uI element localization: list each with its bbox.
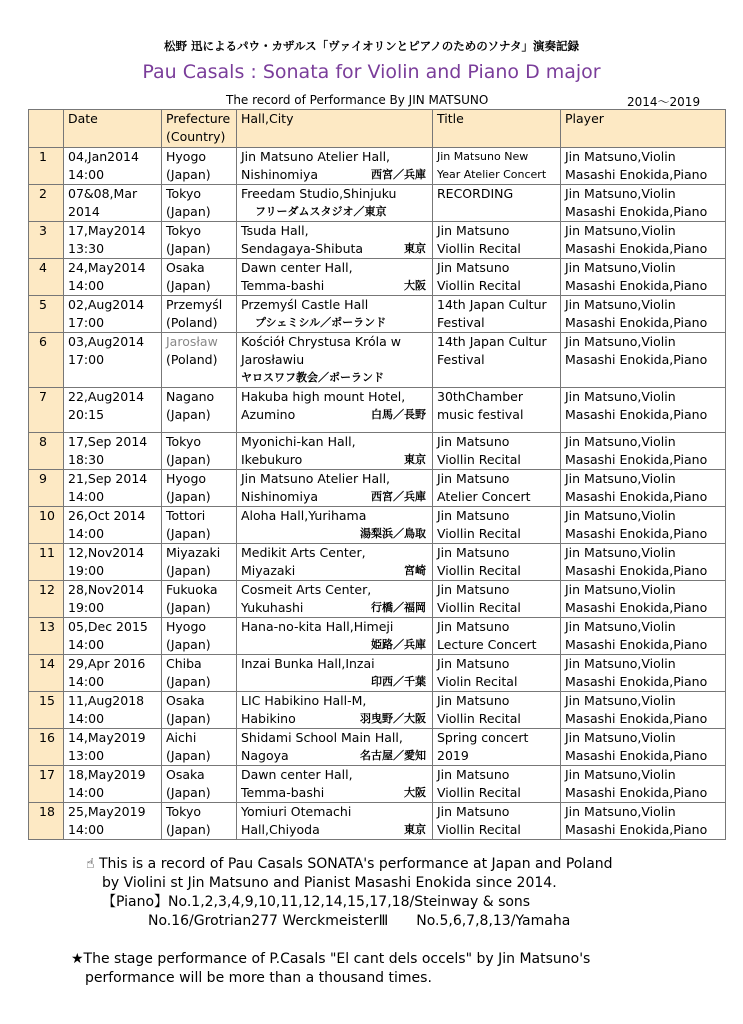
hall-japanese-name: プシェミシル／ポーランド xyxy=(255,316,387,329)
hall-japanese-name: 名古屋／愛知 xyxy=(360,749,426,762)
table-row xyxy=(29,433,726,470)
row-number: 14 xyxy=(29,655,64,692)
hall-japanese-name: 印西／千葉 xyxy=(371,675,426,688)
table-row xyxy=(29,333,726,388)
cell-date: 25,May2019 14:00 xyxy=(64,803,162,840)
table-row xyxy=(29,507,726,544)
cell-prefecture: Osaka (Japan) xyxy=(162,259,237,296)
cell-title: Jin Matsuno Viollin Recital xyxy=(433,507,561,544)
cell-date: 02,Aug2014 17:00 xyxy=(64,296,162,333)
cell-hall: Tsuda Hall, Sendagaya-Shibuta 東京 xyxy=(237,222,433,259)
cell-title: Spring concert 2019 xyxy=(433,729,561,766)
cell-title: RECORDING xyxy=(433,185,561,222)
cell-date: 05,Dec 2015 14:00 xyxy=(64,618,162,655)
cell-title: Jin Matsuno Viollin Recital xyxy=(433,259,561,296)
cell-prefecture: Jarosław (Poland) xyxy=(162,333,237,388)
star-note-line-2: performance will be more than a thousand times. xyxy=(85,970,432,986)
table-row xyxy=(29,729,726,766)
table-row xyxy=(29,296,726,333)
row-number: 18 xyxy=(29,803,64,840)
table-row xyxy=(29,185,726,222)
star-note-line-1: ★The stage performance of P.Casals "El cant dels occels" by Jin Matsuno's xyxy=(71,951,591,967)
cell-prefecture: Nagano (Japan) xyxy=(162,388,237,433)
page-title: Pau Casals : Sonata for Violin and Piano D major xyxy=(142,61,601,83)
cell-date: 04,Jan2014 14:00 xyxy=(64,148,162,185)
cell-date: 28,Nov2014 19:00 xyxy=(64,581,162,618)
cell-hall: Myonichi-kan Hall, Ikebukuro 東京 xyxy=(237,433,433,470)
table-row xyxy=(29,692,726,729)
hall-japanese-name: 行橋／福岡 xyxy=(371,601,426,614)
table-header-row xyxy=(29,110,726,148)
cell-hall: Przemyśl Castle Hall プシェミシル／ポーランド xyxy=(237,296,433,333)
cell-hall: Inzai Bunka Hall,Inzai 印西／千葉 xyxy=(237,655,433,692)
cell-hall: Dawn center Hall, Temma-bashi 大阪 xyxy=(237,766,433,803)
cell-hall: Hakuba high mount Hotel, Azumino 白馬／長野 xyxy=(237,388,433,433)
cell-date: 26,Oct 2014 14:00 xyxy=(64,507,162,544)
row-number: 7 xyxy=(29,388,64,433)
cell-player: Jin Matsuno,Violin Masashi Enokida,Piano xyxy=(561,618,726,655)
hall-japanese-name: 白馬／長野 xyxy=(371,408,426,421)
cell-player: Jin Matsuno,Violin Masashi Enokida,Piano xyxy=(561,507,726,544)
table-body xyxy=(29,148,726,840)
cell-prefecture: Hyogo (Japan) xyxy=(162,470,237,507)
subtitle: The record of Performance By JIN MATSUNO xyxy=(226,93,489,107)
note-line-3: 【Piano】No.1,2,3,4,9,10,11,12,14,15,17,18/Steinway & sons xyxy=(102,894,531,910)
hall-japanese-name: 東京 xyxy=(404,453,426,466)
cell-title: Jin Matsuno Viollin Recital xyxy=(433,544,561,581)
cell-hall: Kościół Chrystusa Króla w Jarosławiu ヤロスワフ教会／ポーランド xyxy=(237,333,433,388)
header-player: Player xyxy=(561,110,726,148)
cell-hall: LIC Habikino Hall-M, Habikino 羽曳野／大阪 xyxy=(237,692,433,729)
cell-player: Jin Matsuno,Violin Masashi Enokida,Piano xyxy=(561,729,726,766)
row-number: 17 xyxy=(29,766,64,803)
table-row xyxy=(29,148,726,185)
notes-section xyxy=(86,855,613,931)
row-number: 16 xyxy=(29,729,64,766)
hall-japanese-name: 大阪 xyxy=(404,279,426,292)
pointing-hand-icon: ☝ xyxy=(86,856,95,872)
table-row xyxy=(29,544,726,581)
cell-player: Jin Matsuno,Violin Masashi Enokida,Piano xyxy=(561,259,726,296)
cell-title: Jin Matsuno Atelier Concert xyxy=(433,470,561,507)
cell-prefecture: Tokyo (Japan) xyxy=(162,433,237,470)
cell-date: 24,May2014 14:00 xyxy=(64,259,162,296)
cell-hall: Cosmeit Arts Center, Yukuhashi 行橋／福岡 xyxy=(237,581,433,618)
note-line-2: by Violini st Jin Matsuno and Pianist Masashi Enokida since 2014. xyxy=(102,875,557,891)
hall-japanese-name: 東京 xyxy=(404,823,426,836)
cell-title: Jin Matsuno New Year Atelier Concert xyxy=(433,148,561,185)
header-title: Title xyxy=(433,110,561,148)
table-row xyxy=(29,581,726,618)
row-number: 4 xyxy=(29,259,64,296)
cell-date: 07&08,Mar 2014 xyxy=(64,185,162,222)
row-number: 8 xyxy=(29,433,64,470)
cell-hall: Dawn center Hall, Temma-bashi 大阪 xyxy=(237,259,433,296)
japanese-title: 松野 迅によるパウ・カザルス「ヴァイオリンとピアノのためのソナタ」演奏記録 xyxy=(164,39,579,53)
cell-hall: Aloha Hall,Yurihama 湯梨浜／鳥取 xyxy=(237,507,433,544)
cell-title: Jin Matsuno Viollin Recital xyxy=(433,766,561,803)
cell-title: 30thChamber music festival xyxy=(433,388,561,433)
performance-table xyxy=(28,109,726,840)
hall-japanese-name: 姫路／兵庫 xyxy=(371,638,426,651)
header-prefecture: Prefecture (Country) xyxy=(162,110,237,148)
table-row xyxy=(29,655,726,692)
cell-date: 29,Apr 2016 14:00 xyxy=(64,655,162,692)
table-row xyxy=(29,259,726,296)
cell-prefecture: Hyogo (Japan) xyxy=(162,148,237,185)
cell-prefecture: Tokyo (Japan) xyxy=(162,222,237,259)
cell-date: 17,May2014 13:30 xyxy=(64,222,162,259)
hall-japanese-name: 西宮／兵庫 xyxy=(371,168,426,181)
cell-date: 18,May2019 14:00 xyxy=(64,766,162,803)
cell-hall: Freedam Studio,Shinjuku フリーダムスタジオ／東京 xyxy=(237,185,433,222)
cell-player: Jin Matsuno,Violin Masashi Enokida,Piano xyxy=(561,185,726,222)
cell-hall: Jin Matsuno Atelier Hall, Nishinomiya 西宮／兵庫 xyxy=(237,148,433,185)
hall-japanese-name: 東京 xyxy=(404,242,426,255)
star-note xyxy=(71,950,590,988)
cell-date: 11,Aug2018 14:00 xyxy=(64,692,162,729)
cell-prefecture: Osaka (Japan) xyxy=(162,766,237,803)
table-row xyxy=(29,470,726,507)
hall-japanese-name: 湯梨浜／鳥取 xyxy=(360,527,426,540)
cell-player: Jin Matsuno,Violin Masashi Enokida,Piano xyxy=(561,433,726,470)
note-line-1: ☝ This is a record of Pau Casals SONATA's performance at Japan and Poland xyxy=(86,856,613,872)
cell-title: Jin Matsuno Lecture Concert xyxy=(433,618,561,655)
cell-player: Jin Matsuno,Violin Masashi Enokida,Piano xyxy=(561,388,726,433)
hall-japanese-name: 宮崎 xyxy=(404,564,426,577)
cell-prefecture: Aichi (Japan) xyxy=(162,729,237,766)
table-row xyxy=(29,766,726,803)
cell-prefecture: Fukuoka (Japan) xyxy=(162,581,237,618)
cell-title: Jin Matsuno Viollin Recital xyxy=(433,433,561,470)
cell-hall: Hana-no-kita Hall,Himeji 姫路／兵庫 xyxy=(237,618,433,655)
cell-player: Jin Matsuno,Violin Masashi Enokida,Piano xyxy=(561,766,726,803)
cell-title: 14th Japan Cultur Festival xyxy=(433,333,561,388)
cell-player: Jin Matsuno,Violin Masashi Enokida,Piano xyxy=(561,148,726,185)
cell-prefecture: Hyogo (Japan) xyxy=(162,618,237,655)
cell-date: 17,Sep 2014 18:30 xyxy=(64,433,162,470)
cell-title: Jin Matsuno Violin Recital xyxy=(433,655,561,692)
cell-hall: Shidami School Main Hall, Nagoya 名古屋／愛知 xyxy=(237,729,433,766)
table-row xyxy=(29,618,726,655)
cell-player: Jin Matsuno,Violin Masashi Enokida,Piano xyxy=(561,803,726,840)
cell-title: Jin Matsuno Viollin Recital xyxy=(433,692,561,729)
cell-player: Jin Matsuno,Violin Masashi Enokida,Piano xyxy=(561,692,726,729)
row-number: 6 xyxy=(29,333,64,388)
cell-prefecture: Miyazaki (Japan) xyxy=(162,544,237,581)
hall-japanese-name: 西宮／兵庫 xyxy=(371,490,426,503)
row-number: 13 xyxy=(29,618,64,655)
hall-japanese-name: 羽曳野／大阪 xyxy=(360,712,426,725)
cell-prefecture: Tottori (Japan) xyxy=(162,507,237,544)
cell-player: Jin Matsuno,Violin Masashi Enokida,Piano xyxy=(561,581,726,618)
header-no xyxy=(29,110,64,148)
cell-player: Jin Matsuno,Violin Masashi Enokida,Piano xyxy=(561,222,726,259)
row-number: 11 xyxy=(29,544,64,581)
cell-prefecture: Osaka (Japan) xyxy=(162,692,237,729)
cell-player: Jin Matsuno,Violin Masashi Enokida,Piano xyxy=(561,470,726,507)
cell-date: 03,Aug2014 17:00 xyxy=(64,333,162,388)
cell-hall: Medikit Arts Center, Miyazaki 宮崎 xyxy=(237,544,433,581)
cell-prefecture: Chiba (Japan) xyxy=(162,655,237,692)
header-hall: Hall,City xyxy=(237,110,433,148)
note-line-4: No.16/Grotrian277 WerckmeisterⅢ No.5,6,7,8,13/Yamaha xyxy=(148,913,571,929)
row-number: 9 xyxy=(29,470,64,507)
row-number: 2 xyxy=(29,185,64,222)
cell-prefecture: Tokyo (Japan) xyxy=(162,803,237,840)
cell-date: 22,Aug2014 20:15 xyxy=(64,388,162,433)
year-range: 2014～2019 xyxy=(627,95,701,109)
row-number: 5 xyxy=(29,296,64,333)
cell-prefecture: Tokyo (Japan) xyxy=(162,185,237,222)
cell-player: Jin Matsuno,Violin Masashi Enokida,Piano xyxy=(561,333,726,388)
cell-player: Jin Matsuno,Violin Masashi Enokida,Piano xyxy=(561,655,726,692)
cell-title: Jin Matsuno Viollin Recital xyxy=(433,803,561,840)
cell-date: 12,Nov2014 19:00 xyxy=(64,544,162,581)
table-row xyxy=(29,388,726,433)
cell-title: Jin Matsuno Viollin Recital xyxy=(433,581,561,618)
header-date: Date xyxy=(64,110,162,148)
cell-date: 14,May2019 13:00 xyxy=(64,729,162,766)
cell-player: Jin Matsuno,Violin Masashi Enokida,Piano xyxy=(561,296,726,333)
cell-player: Jin Matsuno,Violin Masashi Enokida,Piano xyxy=(561,544,726,581)
cell-prefecture: Przemyśl (Poland) xyxy=(162,296,237,333)
cell-date: 21,Sep 2014 14:00 xyxy=(64,470,162,507)
row-number: 3 xyxy=(29,222,64,259)
cell-hall: Jin Matsuno Atelier Hall, Nishinomiya 西宮／兵庫 xyxy=(237,470,433,507)
row-number: 12 xyxy=(29,581,64,618)
row-number: 10 xyxy=(29,507,64,544)
row-number: 1 xyxy=(29,148,64,185)
cell-hall: Yomiuri Otemachi Hall,Chiyoda 東京 xyxy=(237,803,433,840)
row-number: 15 xyxy=(29,692,64,729)
hall-japanese-name: 大阪 xyxy=(404,786,426,799)
cell-title: 14th Japan Cultur Festival xyxy=(433,296,561,333)
table-row xyxy=(29,222,726,259)
cell-title: Jin Matsuno Viollin Recital xyxy=(433,222,561,259)
table-row xyxy=(29,803,726,840)
hall-japanese-name: ヤロスワフ教会／ポーランド xyxy=(241,371,384,384)
hall-japanese-name: フリーダムスタジオ／東京 xyxy=(255,205,387,218)
